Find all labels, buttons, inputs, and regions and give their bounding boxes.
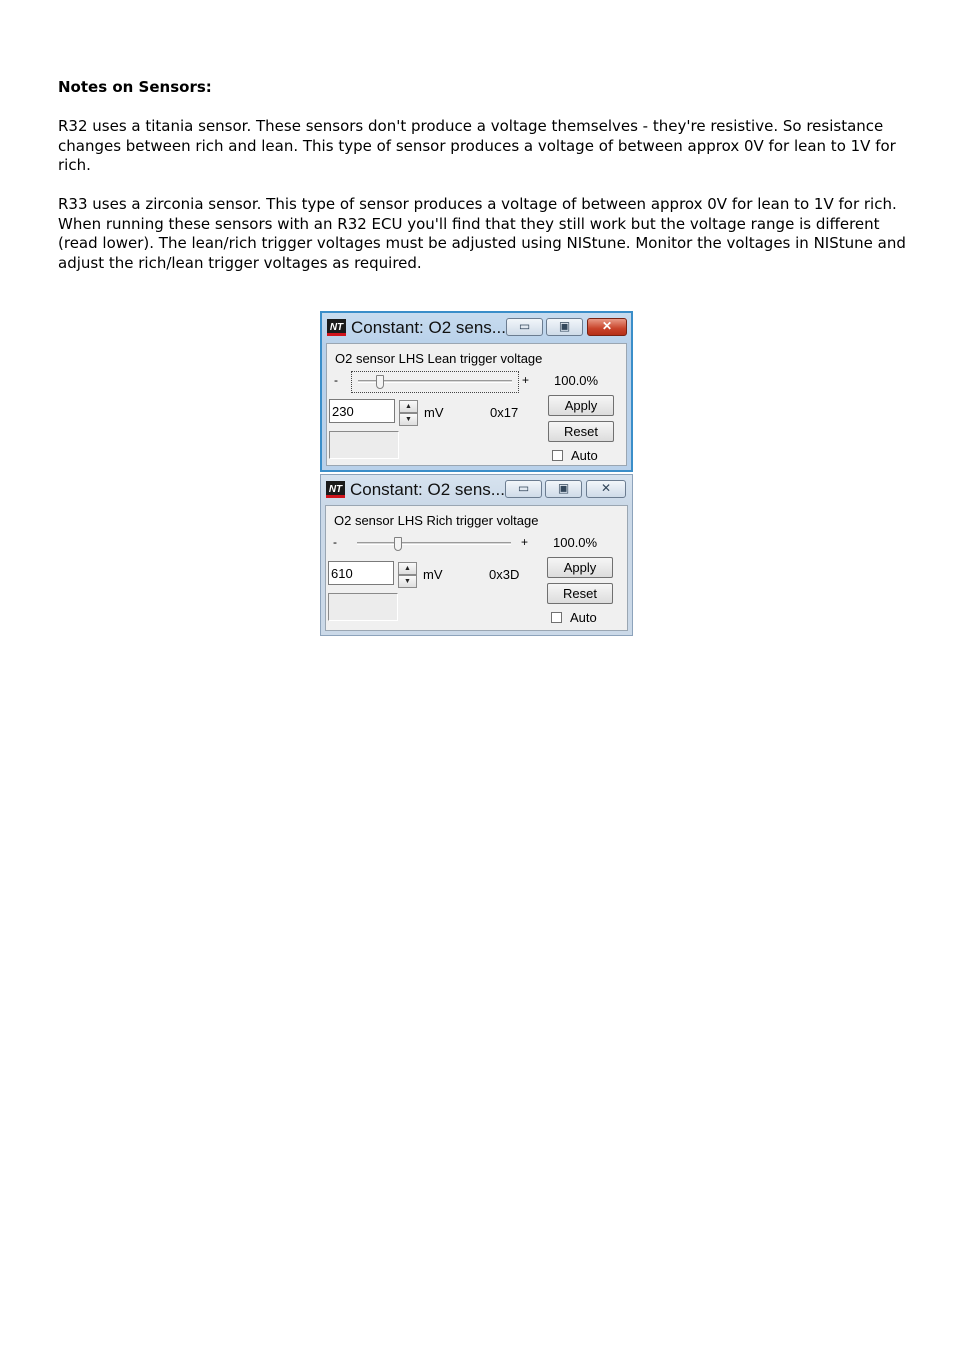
slider-minus-label: - xyxy=(334,373,338,387)
arrow-down-icon: ▼ xyxy=(404,578,411,585)
notes-paragraph-r33: R33 uses a zirconia sensor. This type of sensor produces a voltage of between approx 0V for lean to 1V for rich. When running these sensors with an R32 ECU you'll find that they still work but the voltage range is different (read lower). The lean/rich trigger voltages must be adjusted using NIStune. Monitor the voltages in NIStune and adjust the rich/lean trigger voltages as required. xyxy=(58,195,906,272)
window-title: Constant: O2 sens... xyxy=(351,318,506,337)
parameter-label: O2 sensor LHS Rich trigger voltage xyxy=(334,513,539,528)
slider-thumb[interactable] xyxy=(394,537,402,551)
maximize-icon: ▣ xyxy=(558,319,571,333)
unit-label: mV xyxy=(424,405,444,420)
slider-track[interactable] xyxy=(357,542,511,545)
arrow-down-icon: ▼ xyxy=(405,416,412,423)
constant-window-lean xyxy=(320,311,633,472)
notes-paragraph-r32: R32 uses a titania sensor. These sensors don't produce a voltage themselves - they're resistive. So resistance changes between rich and lean. This type of sensor produces a voltage of between approx 0V for lean to 1V for rich. xyxy=(58,117,896,174)
percent-value: 100.0% xyxy=(553,535,598,550)
status-box xyxy=(328,593,398,621)
unit-label: mV xyxy=(423,567,443,582)
title-bar[interactable] xyxy=(321,475,632,505)
reset-button[interactable]: Reset xyxy=(547,583,613,604)
minimize-icon: ▭ xyxy=(517,481,530,495)
nistune-app-icon[interactable]: NT xyxy=(326,481,345,498)
window-title: Constant: O2 sens... xyxy=(350,480,505,499)
apply-button[interactable]: Apply xyxy=(548,395,614,416)
percent-value: 100.0% xyxy=(554,373,599,388)
spin-down-button[interactable] xyxy=(399,413,418,426)
maximize-button[interactable] xyxy=(545,480,582,498)
title-bar[interactable] xyxy=(322,313,631,343)
close-icon: ✕ xyxy=(600,481,612,495)
minimize-icon: ▭ xyxy=(518,319,531,333)
spin-up-button[interactable] xyxy=(398,562,417,575)
auto-label: Auto xyxy=(571,448,598,463)
constant-window-rich xyxy=(320,474,633,636)
status-box xyxy=(329,431,399,459)
checkbox-unchecked-icon[interactable] xyxy=(552,450,563,461)
slider-plus-label: + xyxy=(521,535,529,549)
arrow-up-icon: ▲ xyxy=(404,565,411,572)
auto-checkbox[interactable] xyxy=(552,448,598,463)
arrow-up-icon: ▲ xyxy=(405,403,412,410)
apply-button[interactable]: Apply xyxy=(547,557,613,578)
window-client-area xyxy=(325,505,628,631)
reset-button[interactable]: Reset xyxy=(548,421,614,442)
hex-value: 0x17 xyxy=(490,405,519,420)
slider-plus-label: + xyxy=(522,373,530,387)
spin-up-button[interactable] xyxy=(399,400,418,413)
checkbox-unchecked-icon[interactable] xyxy=(551,612,562,623)
parameter-label: O2 sensor LHS Lean trigger voltage xyxy=(335,351,543,366)
nistune-app-icon[interactable]: NT xyxy=(327,319,346,336)
close-button[interactable] xyxy=(586,480,626,498)
slider-thumb[interactable] xyxy=(376,375,384,389)
maximize-icon: ▣ xyxy=(557,481,570,495)
window-client-area xyxy=(326,343,627,466)
auto-label: Auto xyxy=(570,610,597,625)
notes-heading: Notes on Sensors: xyxy=(58,78,212,96)
minimize-button[interactable] xyxy=(506,318,543,336)
value-input[interactable] xyxy=(329,399,395,423)
auto-checkbox[interactable] xyxy=(551,610,597,625)
maximize-button[interactable] xyxy=(546,318,583,336)
close-icon: ✕ xyxy=(601,319,613,333)
slider-minus-label: - xyxy=(333,535,337,549)
value-input[interactable] xyxy=(328,561,394,585)
close-button[interactable] xyxy=(587,318,627,336)
minimize-button[interactable] xyxy=(505,480,542,498)
hex-value: 0x3D xyxy=(489,567,520,582)
spin-down-button[interactable] xyxy=(398,575,417,588)
